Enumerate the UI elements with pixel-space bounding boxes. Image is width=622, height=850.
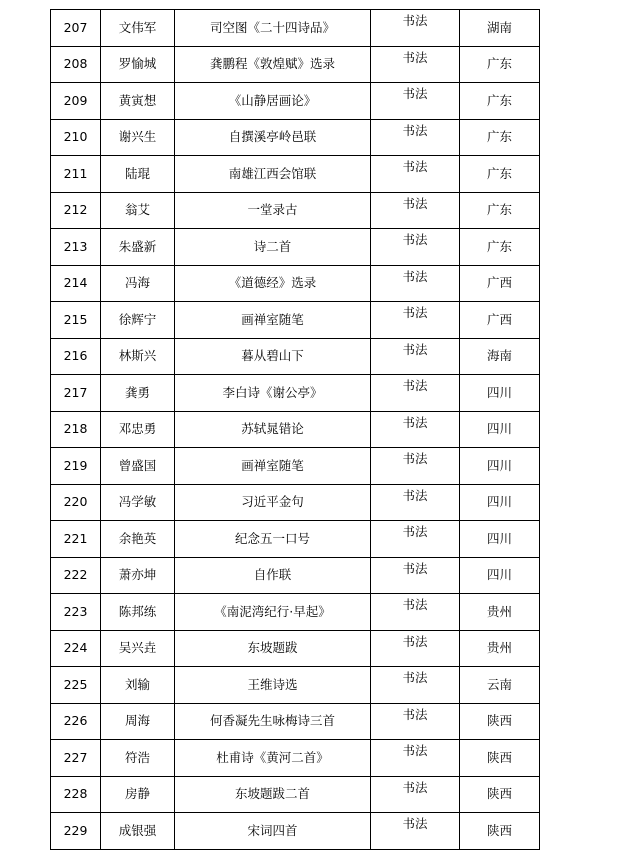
artist-name: 余艳英 xyxy=(101,521,175,558)
artist-name: 刘输 xyxy=(101,667,175,704)
province: 四川 xyxy=(460,484,540,521)
entry-number: 207 xyxy=(51,10,101,47)
province: 广东 xyxy=(460,119,540,156)
work-category: 书法 xyxy=(371,594,460,631)
table-row xyxy=(51,776,540,813)
table-row xyxy=(51,375,540,412)
work-title: 习近平金句 xyxy=(175,484,371,521)
province: 陕西 xyxy=(460,740,540,777)
work-title: 苏轼晁错论 xyxy=(175,411,371,448)
province: 云南 xyxy=(460,667,540,704)
work-title: 暮从碧山下 xyxy=(175,338,371,375)
entry-number: 227 xyxy=(51,740,101,777)
work-category: 书法 xyxy=(371,630,460,667)
table-row xyxy=(51,302,540,339)
province: 贵州 xyxy=(460,594,540,631)
entry-number: 221 xyxy=(51,521,101,558)
work-category: 书法 xyxy=(371,448,460,485)
work-title: 诗二首 xyxy=(175,229,371,266)
artist-name: 朱盛新 xyxy=(101,229,175,266)
entry-number: 213 xyxy=(51,229,101,266)
province: 陕西 xyxy=(460,776,540,813)
province: 四川 xyxy=(460,411,540,448)
work-category: 书法 xyxy=(371,411,460,448)
province: 四川 xyxy=(460,557,540,594)
entry-number: 224 xyxy=(51,630,101,667)
table-row xyxy=(51,594,540,631)
work-category: 书法 xyxy=(371,703,460,740)
table-row xyxy=(51,265,540,302)
artist-name: 翁艾 xyxy=(101,192,175,229)
work-title: 杜甫诗《黄河二首》 xyxy=(175,740,371,777)
work-title: 自作联 xyxy=(175,557,371,594)
artist-name: 陈邦练 xyxy=(101,594,175,631)
province: 广东 xyxy=(460,229,540,266)
artist-name: 周海 xyxy=(101,703,175,740)
work-title: 李白诗《谢公亭》 xyxy=(175,375,371,412)
entry-number: 211 xyxy=(51,156,101,193)
province: 湖南 xyxy=(460,10,540,47)
table-row xyxy=(51,521,540,558)
table-row xyxy=(51,192,540,229)
work-title: 《南泥湾纪行·早起》 xyxy=(175,594,371,631)
artist-name: 邓忠勇 xyxy=(101,411,175,448)
work-title: 司空图《二十四诗品》 xyxy=(175,10,371,47)
artist-name: 曾盛国 xyxy=(101,448,175,485)
work-title: 纪念五一口号 xyxy=(175,521,371,558)
work-category: 书法 xyxy=(371,302,460,339)
artist-name: 房静 xyxy=(101,776,175,813)
work-category: 书法 xyxy=(371,740,460,777)
province: 广西 xyxy=(460,265,540,302)
work-title: 南雄江西会馆联 xyxy=(175,156,371,193)
work-category: 书法 xyxy=(371,484,460,521)
work-category: 书法 xyxy=(371,229,460,266)
work-category: 书法 xyxy=(371,776,460,813)
artist-name: 谢兴生 xyxy=(101,119,175,156)
table-row xyxy=(51,557,540,594)
entry-number: 222 xyxy=(51,557,101,594)
artist-name: 萧亦坤 xyxy=(101,557,175,594)
work-category: 书法 xyxy=(371,375,460,412)
work-title: 自撰溪亭岭邑联 xyxy=(175,119,371,156)
table-row xyxy=(51,667,540,704)
entry-number: 226 xyxy=(51,703,101,740)
table-row xyxy=(51,338,540,375)
table-row xyxy=(51,813,540,850)
province: 四川 xyxy=(460,521,540,558)
province: 广东 xyxy=(460,46,540,83)
entry-number: 209 xyxy=(51,83,101,120)
table-row xyxy=(51,630,540,667)
entry-number: 214 xyxy=(51,265,101,302)
province: 四川 xyxy=(460,448,540,485)
artist-name: 徐辉宁 xyxy=(101,302,175,339)
province: 陕西 xyxy=(460,813,540,850)
work-category: 书法 xyxy=(371,46,460,83)
work-category: 书法 xyxy=(371,83,460,120)
artist-name: 冯学敏 xyxy=(101,484,175,521)
entry-number: 229 xyxy=(51,813,101,850)
work-category: 书法 xyxy=(371,10,460,47)
artist-name: 罗愉城 xyxy=(101,46,175,83)
province: 广东 xyxy=(460,156,540,193)
work-title: 王维诗选 xyxy=(175,667,371,704)
artist-name: 吴兴垚 xyxy=(101,630,175,667)
entry-number: 216 xyxy=(51,338,101,375)
artist-name: 林斯兴 xyxy=(101,338,175,375)
table-row xyxy=(51,740,540,777)
entry-number: 210 xyxy=(51,119,101,156)
entry-number: 212 xyxy=(51,192,101,229)
work-category: 书法 xyxy=(371,813,460,850)
table-row xyxy=(51,156,540,193)
artist-name: 成银强 xyxy=(101,813,175,850)
province: 广东 xyxy=(460,83,540,120)
table-row xyxy=(51,448,540,485)
work-title: 东坡题跋二首 xyxy=(175,776,371,813)
work-title: 何香凝先生咏梅诗三首 xyxy=(175,703,371,740)
work-title: 东坡题跋 xyxy=(175,630,371,667)
work-category: 书法 xyxy=(371,667,460,704)
entry-number: 220 xyxy=(51,484,101,521)
table-row xyxy=(51,484,540,521)
work-title: 画禅室随笔 xyxy=(175,448,371,485)
entry-number: 218 xyxy=(51,411,101,448)
entry-table-body xyxy=(51,10,540,850)
entry-number: 219 xyxy=(51,448,101,485)
work-title: 画禅室随笔 xyxy=(175,302,371,339)
work-title: 《道德经》选录 xyxy=(175,265,371,302)
province: 四川 xyxy=(460,375,540,412)
work-title: 一堂录古 xyxy=(175,192,371,229)
entry-number: 225 xyxy=(51,667,101,704)
artist-name: 陆琨 xyxy=(101,156,175,193)
work-category: 书法 xyxy=(371,119,460,156)
entry-number: 228 xyxy=(51,776,101,813)
artist-name: 冯海 xyxy=(101,265,175,302)
table-row xyxy=(51,83,540,120)
province: 海南 xyxy=(460,338,540,375)
table-row xyxy=(51,703,540,740)
artist-name: 文伟军 xyxy=(101,10,175,47)
artist-name: 龚勇 xyxy=(101,375,175,412)
table-row xyxy=(51,411,540,448)
work-category: 书法 xyxy=(371,192,460,229)
work-title: 《山静居画论》 xyxy=(175,83,371,120)
work-title: 宋词四首 xyxy=(175,813,371,850)
entry-number: 208 xyxy=(51,46,101,83)
work-category: 书法 xyxy=(371,521,460,558)
entry-number: 215 xyxy=(51,302,101,339)
table-row xyxy=(51,10,540,47)
table-row xyxy=(51,229,540,266)
entry-number: 223 xyxy=(51,594,101,631)
work-category: 书法 xyxy=(371,265,460,302)
work-title: 龚鹏程《敦煌赋》选录 xyxy=(175,46,371,83)
table-row xyxy=(51,119,540,156)
entry-table xyxy=(50,9,540,850)
province: 广东 xyxy=(460,192,540,229)
province: 陕西 xyxy=(460,703,540,740)
entry-number: 217 xyxy=(51,375,101,412)
table-row xyxy=(51,46,540,83)
province: 贵州 xyxy=(460,630,540,667)
artist-name: 符浩 xyxy=(101,740,175,777)
artist-name: 黄寅想 xyxy=(101,83,175,120)
work-category: 书法 xyxy=(371,557,460,594)
work-category: 书法 xyxy=(371,156,460,193)
province: 广西 xyxy=(460,302,540,339)
work-category: 书法 xyxy=(371,338,460,375)
